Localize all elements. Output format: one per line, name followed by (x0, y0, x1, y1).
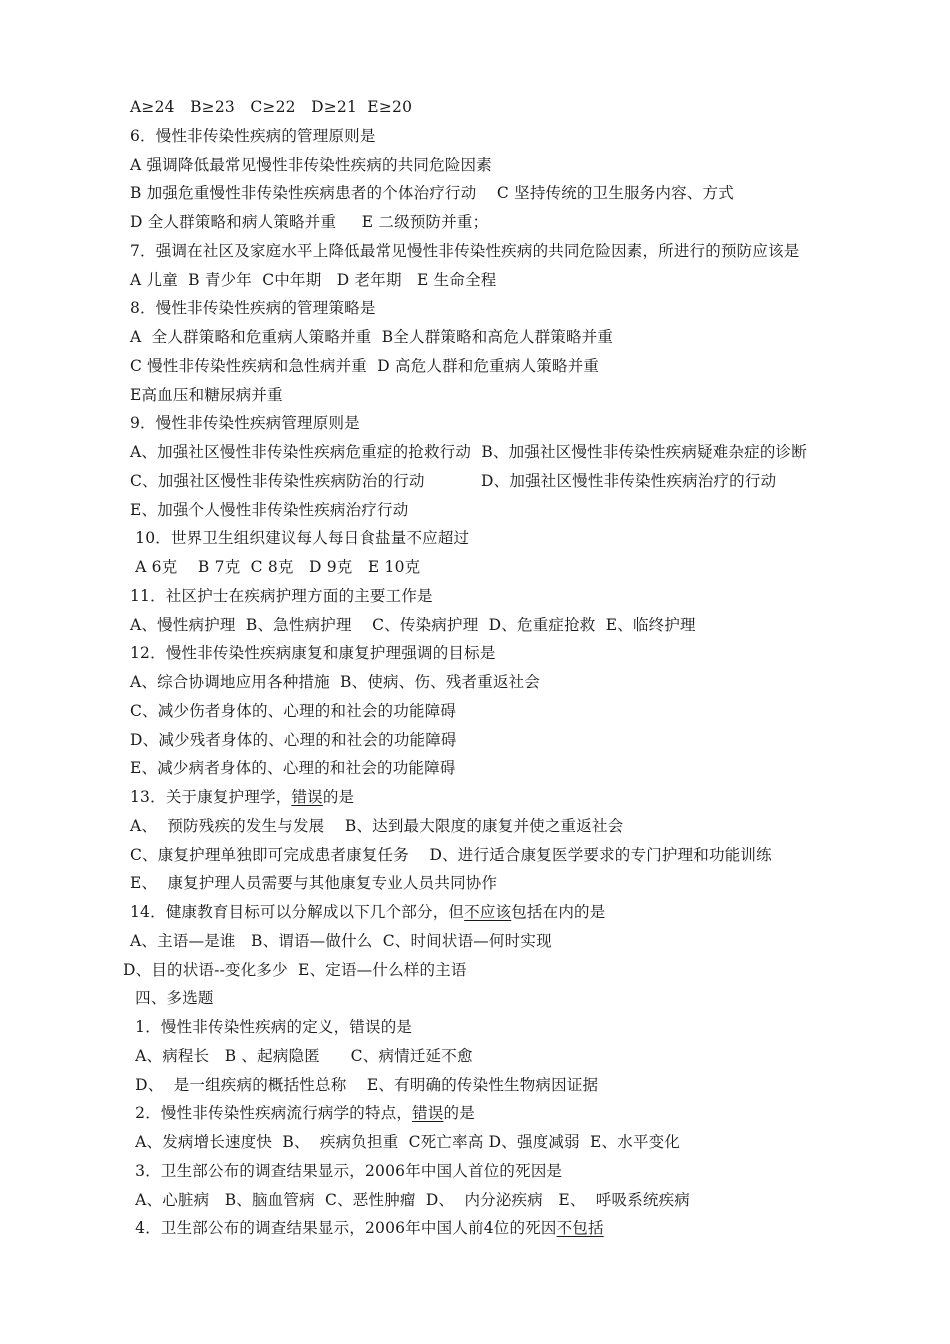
line-text: C、康复护理单独即可完成患者康复任务 D、进行适合康复医学要求的专门护理和功能训练 (130, 845, 772, 864)
text-line (0, 352, 950, 381)
underlined-keyword: 不应该 (464, 903, 512, 921)
text-line (0, 869, 950, 898)
text-line (0, 726, 950, 755)
text-line (0, 1157, 950, 1186)
text-line (0, 1128, 950, 1157)
text-line (0, 1071, 950, 1100)
text-line (0, 524, 950, 553)
line-text: 12．慢性非传染性疾病康复和康复护理强调的目标是 (130, 644, 496, 663)
text-line (0, 1186, 950, 1215)
line-text: D、 是一组疾病的概括性总称 E、有明确的传染性生物病因证据 (130, 1075, 599, 1094)
line-text: C、加强社区慢性非传染性疾病防治的行动 D、加强社区慢性非传染性疾病治疗的行动 (130, 471, 777, 490)
text-line (0, 582, 950, 611)
line-text: 11．社区护士在疾病护理方面的主要工作是 (130, 586, 433, 605)
line-text: 8．慢性非传染性疾病的管理策略是 (130, 299, 376, 318)
text-line (0, 467, 950, 496)
text-line (0, 179, 950, 208)
text-line (0, 266, 950, 295)
line-text: 包括在内的是 (511, 903, 606, 921)
text-line (0, 151, 950, 180)
line-text: A、综合协调地应用各种措施 B、使病、伤、残者重返社会 (130, 673, 541, 691)
underlined-keyword: 不包括 (556, 1219, 604, 1238)
line-text: 10．世界卫生组织建议每人每日食盐量不应超过 (130, 529, 470, 548)
text-line (0, 381, 950, 410)
underlined-keyword: 错误 (291, 788, 323, 806)
text-line (0, 898, 950, 927)
line-text: B 加强危重慢性非传染性疾病患者的个体治疗行动 C 坚持传统的卫生服务内容、方式 (130, 184, 734, 203)
line-text: A、慢性病护理 B、急性病护理 C、传染病护理 D、危重症抢救 E、临终护理 (130, 615, 696, 634)
line-text: A、病程长 B 、起病隐匿 C、病情迁延不愈 (130, 1046, 473, 1065)
text-line (0, 1013, 950, 1042)
line-text: E、 康复护理人员需要与其他康复专业人员共同协作 (130, 874, 498, 893)
text-line (0, 237, 950, 266)
text-line (0, 496, 950, 525)
text-line (0, 754, 950, 783)
text-line (0, 956, 950, 985)
text-line (0, 1042, 950, 1071)
line-text: 3．卫生部公布的调查结果显示，2006年中国人首位的死因是 (130, 1161, 563, 1180)
line-text: A 儿童 B 青少年 C中年期 D 老年期 E 生命全程 (130, 270, 497, 289)
text-line (0, 611, 950, 640)
line-text: A≥24 B≥23 C≥22 D≥21 E≥20 (130, 98, 413, 116)
line-text: 6．慢性非传染性疾病的管理原则是 (130, 126, 376, 145)
line-text: 的是 (443, 1104, 475, 1123)
line-text: E、减少病者身体的、心理的和社会的功能障碍 (130, 759, 456, 778)
line-text: A、心脏病 B、脑血管病 C、恶性肿瘤 D、 内分泌疾病 E、 呼吸系统疾病 (130, 1190, 690, 1209)
line-text: 1．慢性非传染性疾病的定义，错误的是 (130, 1018, 413, 1036)
line-text: D 全人群策略和病人策略并重 E 二级预防并重； (130, 213, 489, 231)
line-text: 四、多选题 (130, 989, 214, 1008)
text-line (0, 984, 950, 1013)
line-text: D、目的状语--变化多少 E、定语—什么样的主语 (123, 960, 467, 979)
text-line (0, 93, 950, 122)
underlined-keyword: 错误 (412, 1104, 444, 1123)
text-line (0, 1099, 950, 1128)
line-text: A 强调降低最常见慢性非传染性疾病的共同危险因素 (130, 155, 492, 174)
line-text: C、减少伤者身体的、心理的和社会的功能障碍 (130, 701, 457, 720)
line-text: 9．慢性非传染性疾病管理原则是 (130, 414, 360, 433)
line-text: C 慢性非传染性疾病和急性病并重 D 高危人群和危重病人策略并重 (130, 356, 600, 375)
question-list (0, 93, 950, 1243)
line-text: 的是 (322, 788, 355, 806)
line-text: A 全人群策略和危重病人策略并重 B全人群策略和高危人群策略并重 (130, 328, 614, 346)
line-text: A 6克 B 7克 C 8克 D 9克 E 10克 (130, 558, 421, 576)
line-text: 2．慢性非传染性疾病流行病学的特点， (130, 1104, 413, 1123)
text-line (0, 639, 950, 668)
line-text: D、减少残者身体的、心理的和社会的功能障碍 (130, 730, 457, 749)
line-text: A、加强社区慢性非传染性疾病危重症的抢救行动 B、加强社区慢性非传染性疾病疑难杂症的诊断 (130, 443, 807, 461)
line-text: 4．卫生部公布的调查结果显示，2006年中国人前4位的死因 (130, 1219, 557, 1238)
text-line (0, 122, 950, 151)
text-line (0, 294, 950, 323)
text-line (0, 1214, 950, 1243)
text-line (0, 409, 950, 438)
text-line (0, 812, 950, 841)
line-text: E高血压和糖尿病并重 (130, 385, 283, 404)
line-text: E、加强个人慢性非传染性疾病治疗行动 (130, 500, 409, 519)
line-text: A、发病增长速度快 B、 疾病负担重 C死亡率高 D、强度减弱 E、水平变化 (130, 1133, 681, 1151)
text-line (0, 438, 950, 467)
text-line (0, 697, 950, 726)
line-text: A、 预防残疾的发生与发展 B、达到最大限度的康复并使之重返社会 (130, 816, 624, 835)
text-line (0, 323, 950, 352)
line-text: 14．健康教育目标可以分解成以下几个部分，但 (130, 903, 465, 921)
text-line (0, 668, 950, 697)
line-text: 13．关于康复护理学， (130, 788, 292, 806)
text-line (0, 841, 950, 870)
text-line (0, 208, 950, 237)
text-line (0, 927, 950, 956)
line-text: A、主语—是谁 B、谓语—做什么 C、时间状语—何时实现 (130, 931, 552, 950)
line-text: 7．强调在社区及家庭水平上降低最常见慢性非传染性疾病的共同危险因素，所进行的预防应该是 (130, 241, 800, 260)
text-line (0, 553, 950, 582)
text-line (0, 783, 950, 812)
